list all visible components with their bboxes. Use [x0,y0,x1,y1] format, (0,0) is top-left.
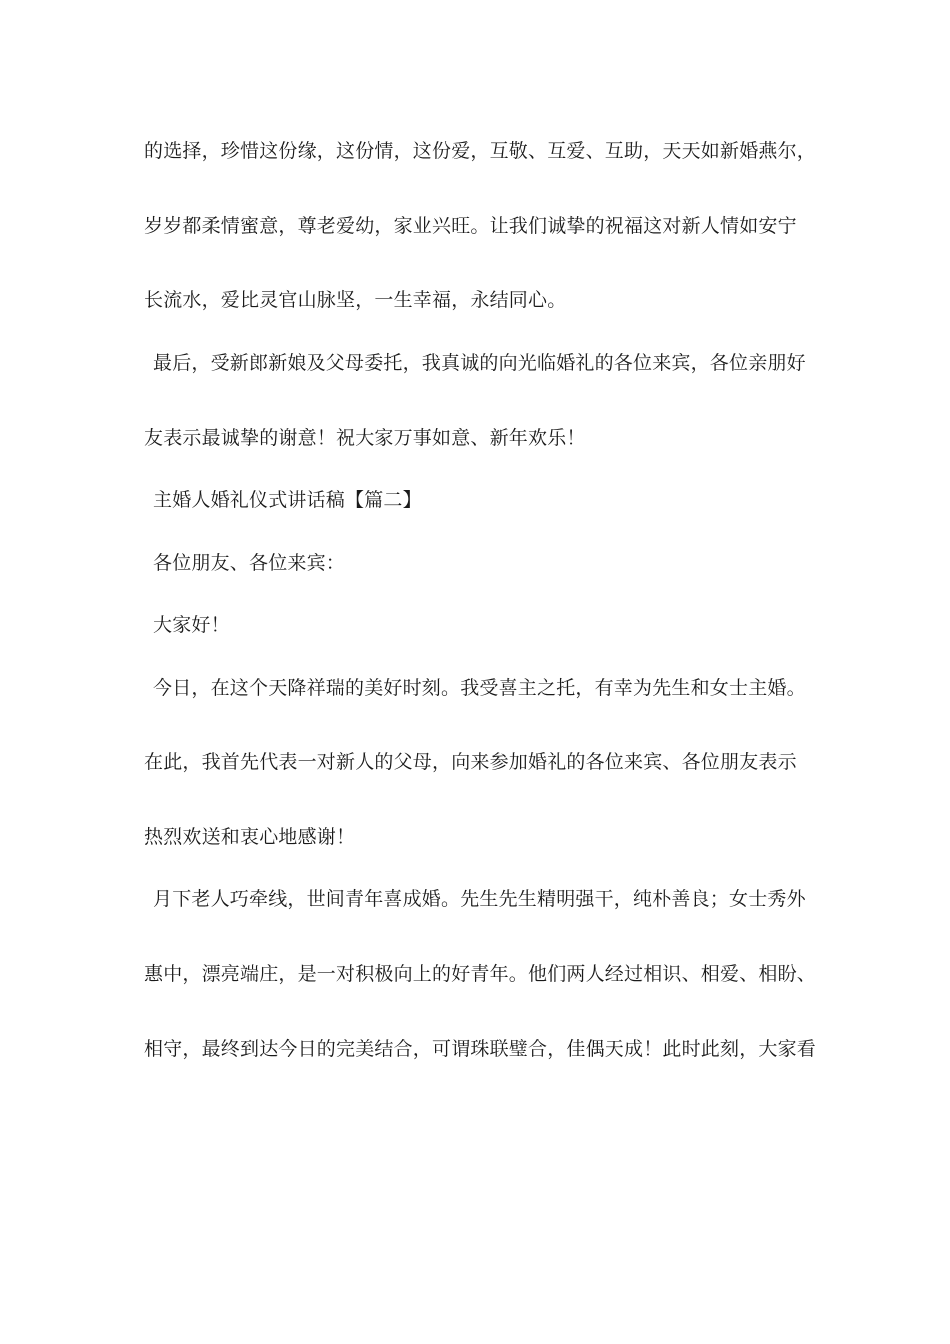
text-line: 的选择，珍惜这份缘，这份情，这份爱，互敬、互爱、互助，天天如新婚燕尔， [144,140,817,162]
text-line: 长流水，爱比灵官山脉坚，一生幸福，永结同心。 [144,289,567,311]
text-line: 岁岁都柔情蜜意，尊老爱幼，家业兴旺。让我们诚挚的祝福这对新人情如安宁 [144,215,797,237]
paragraph-start-line: 今日，在这个天降祥瑞的美好时刻。我受喜主之托，有幸为先生和女士主婚。 [153,677,806,699]
paragraph-start-line: 最后，受新郎新娘及父母委托，我真诚的向光临婚礼的各位来宾，各位亲朋好 [153,352,806,374]
paragraph-start-line: 月下老人巧牵线，世间青年喜成婚。先生先生精明强干，纯朴善良；女士秀外 [153,888,806,910]
text-line: 热烈欢送和衷心地感谢！ [144,826,356,848]
text-line: 相守，最终到达今日的完美结合，可谓珠联璧合，佳偶天成！此时此刻，大家看 [144,1038,817,1060]
section-heading: 主婚人婚礼仪式讲话稿【篇二】 [153,489,422,511]
text-line: 友表示最诚挚的谢意！祝大家万事如意、新年欢乐！ [144,427,586,449]
text-line: 惠中，漂亮端庄，是一对积极向上的好青年。他们两人经过相识、相爱、相盼、 [144,963,817,985]
greeting-line: 大家好！ [153,614,230,636]
text-line: 在此，我首先代表一对新人的父母，向来参加婚礼的各位来宾、各位朋友表示 [144,751,797,773]
salutation-line: 各位朋友、各位来宾： [153,552,346,574]
